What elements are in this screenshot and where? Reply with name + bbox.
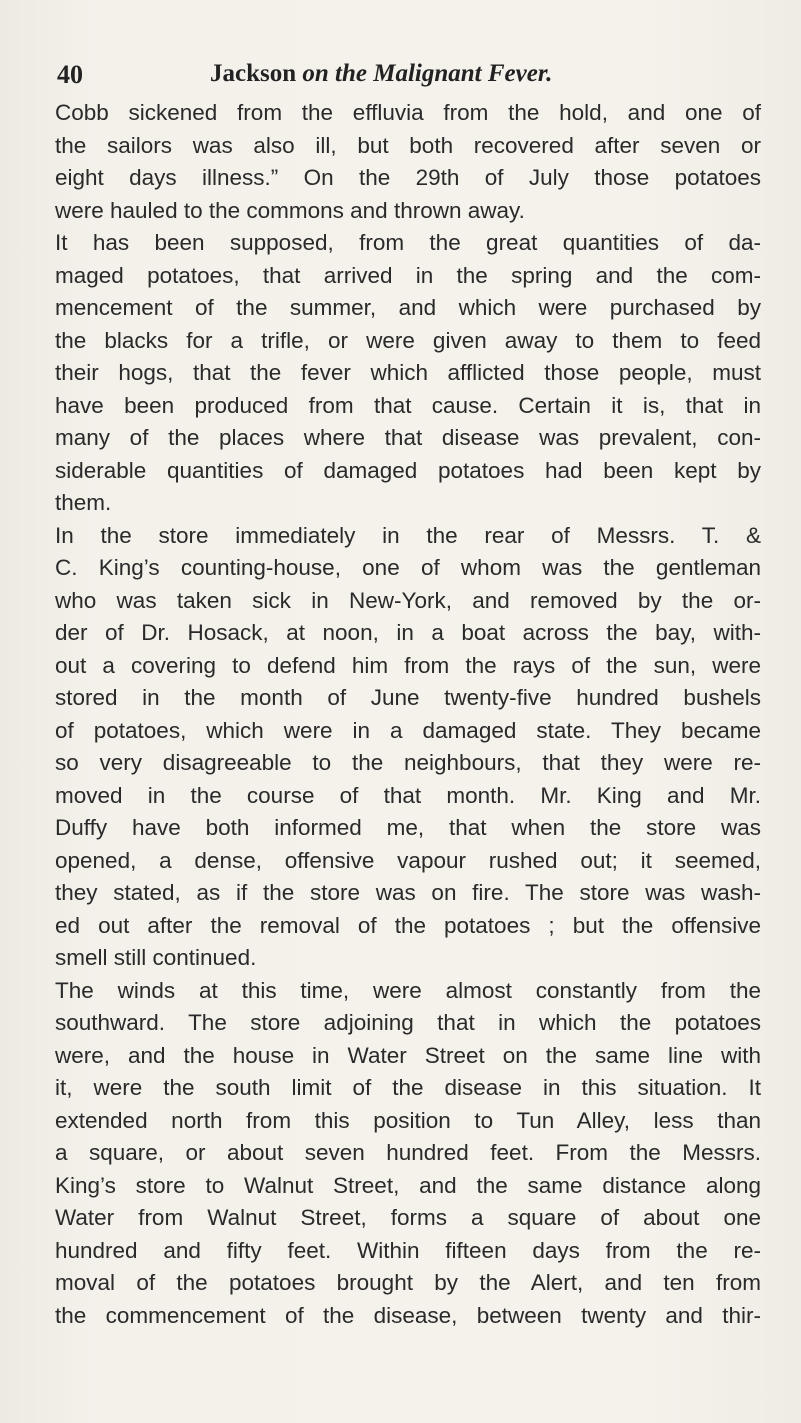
text-line: C. King’s counting-house, one of whom was the gentleman	[55, 555, 761, 580]
text-line: they stated, as if the store was on fire. The store was wash-	[55, 880, 761, 905]
running-head-title: Malignant Fever.	[373, 60, 553, 87]
text-line: were, and the house in Water Street on the same line with	[55, 1042, 761, 1068]
text-line: It has been supposed, from the great quantities of da-	[55, 230, 761, 255]
text-line: ed out after the removal of the potatoes ; but the offensive	[55, 912, 761, 938]
text-line: opened, a dense, offensive vapour rushed out; it seemed,	[55, 847, 761, 873]
text-line: King’s store to Walnut Street, and the same distance along	[55, 1172, 761, 1198]
text-line: a square, or about seven hundred feet. From the Messrs.	[55, 1140, 761, 1165]
text-line: their hogs, that the fever which afflicted those people, must	[55, 360, 761, 385]
text-line: In the store immediately in the rear of Messrs. T. &	[55, 522, 761, 548]
body-text	[55, 97, 761, 1332]
text-line: Water from Walnut Street, forms a square of about one	[55, 1205, 761, 1230]
text-line: stored in the month of June twenty-five hundred bushels	[55, 685, 761, 710]
text-line: southward. The store adjoining that in which the potatoes	[55, 1010, 761, 1035]
text-line: out a covering to defend him from the rays of the sun, were	[55, 652, 761, 678]
text-line: moved in the course of that month. Mr. King and Mr.	[55, 782, 761, 808]
running-head-on: on the	[302, 60, 367, 87]
text-line: the sailors was also ill, but both recovered after seven or	[55, 132, 761, 158]
text-line: the blacks for a trifle, or were given away to them to feed	[55, 327, 761, 353]
text-line: moval of the potatoes brought by the Alert, and ten from	[55, 1270, 761, 1295]
text-line: so very disagreeable to the neighbours, that they were re-	[55, 750, 761, 775]
text-line: extended north from this position to Tun Alley, less than	[55, 1107, 761, 1133]
running-head	[210, 60, 552, 88]
text-line: mencement of the summer, and which were purchased by	[55, 295, 761, 320]
text-line: have been produced from that cause. Certain it is, that in	[55, 392, 761, 418]
text-line: many of the places where that disease was prevalent, con-	[55, 425, 761, 450]
text-line: hundred and fifty feet. Within fifteen days from the re-	[55, 1237, 761, 1263]
text-line: smell still continued.	[55, 945, 257, 970]
text-line: them.	[55, 490, 112, 515]
text-line: were hauled to the commons and thrown away.	[55, 197, 525, 223]
text-line: of potatoes, which were in a damaged state. They became	[55, 717, 761, 743]
text-line: siderable quantities of damaged potatoes had been kept by	[55, 457, 761, 483]
text-line: der of Dr. Hosack, at noon, in a boat across the bay, with-	[55, 620, 761, 645]
text-line: the commencement of the disease, between twenty and thir-	[55, 1302, 761, 1328]
text-line: maged potatoes, that arrived in the spring and the com-	[55, 262, 761, 288]
text-line: who was taken sick in New-York, and removed by the or-	[55, 587, 761, 613]
running-head-author: Jackson	[210, 60, 297, 87]
text-line: eight days illness.” On the 29th of July those potatoes	[55, 165, 761, 190]
page-header	[57, 60, 757, 94]
text-line: it, were the south limit of the disease in this situation. It	[55, 1075, 761, 1100]
page-number: 40	[57, 60, 83, 89]
text-line: Cobb sickened from the effluvia from the hold, and one of	[55, 100, 761, 125]
text-line: The winds at this time, were almost constantly from the	[55, 977, 761, 1003]
text-line: Duffy have both informed me, that when the store was	[55, 815, 761, 840]
